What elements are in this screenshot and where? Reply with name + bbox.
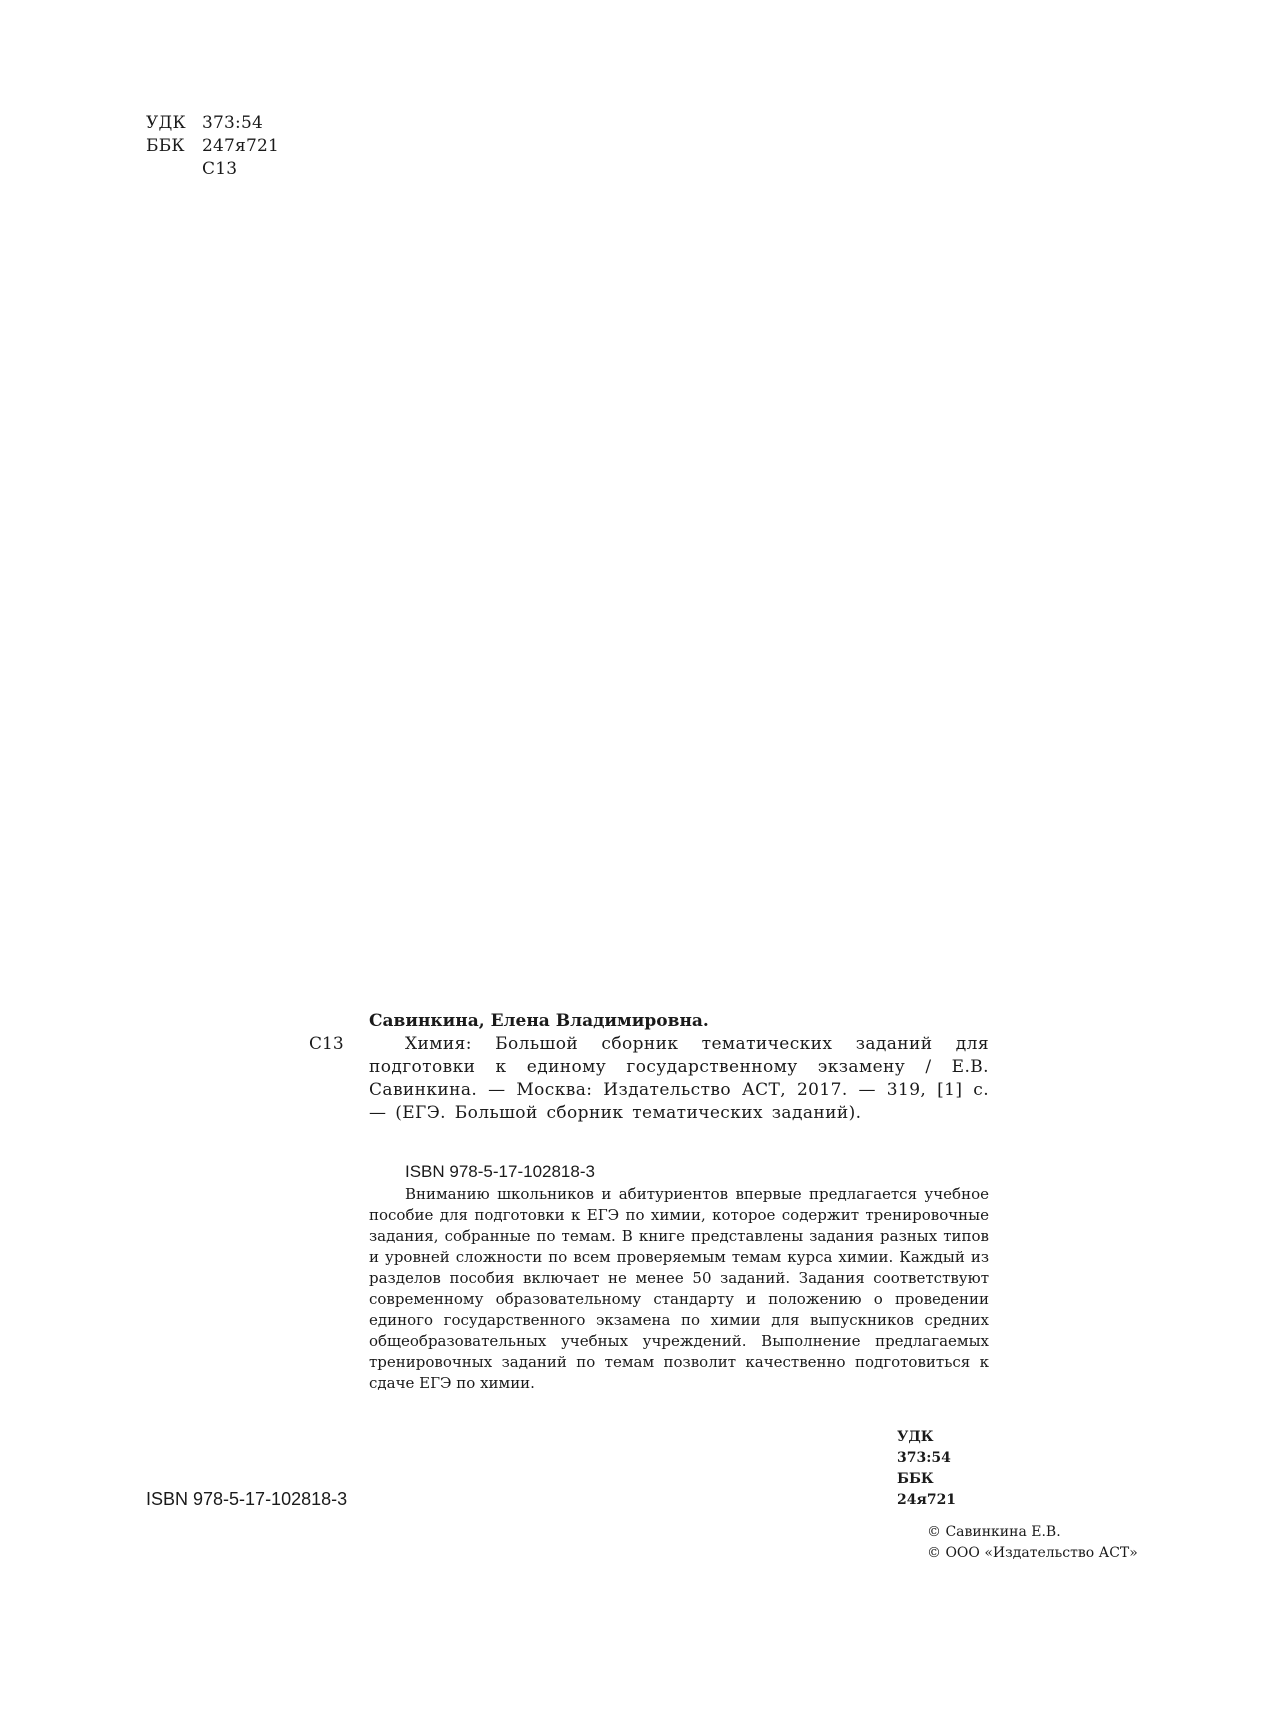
copyright-author: © Савинкина Е.В. [927, 1524, 1061, 1540]
classification-block [146, 112, 279, 181]
author-mark-value: С13 [202, 159, 238, 179]
udk-row [146, 112, 279, 135]
isbn-bottom: ISBN 978-5-17-102818-3 [146, 1489, 348, 1509]
bbk-value: 247я721 [202, 136, 280, 156]
card-bbk: ББК 24я721 [897, 1471, 957, 1508]
udk-label: УДК [146, 113, 186, 133]
card-author: Савинкина, Елена Владимировна. [369, 1011, 709, 1031]
card-author-mark: С13 [309, 1034, 344, 1054]
bbk-label: ББК [146, 136, 185, 156]
udk-value: 373:54 [202, 113, 264, 133]
annotation: Вниманию школьников и абитуриентов впервые предлагается учебное пособие для подготовки к ЕГЭ по химии, которое содержит тренировочные задания, собранные по темам. В книге представлены задания разных типов и уровней сложности по всем проверяемым темам курса химии. Каждый из разделов пособия включает не менее 50 заданий. Задания соответствуют современному образовательному стандарту и положению о проведении единого государственного экзамена по химии для выпускников средних общеобразовательных учебных учреждений. Выполнение предлагаемых тренировочных заданий по темам позволит качественно подготовиться к сдаче ЕГЭ по химии. [369, 1185, 989, 1392]
card-udk: УДК 373:54 [897, 1429, 951, 1466]
card-isbn: ISBN 978-5-17-102818-3 [405, 1162, 595, 1181]
bbk-row [146, 135, 279, 158]
copyright-block [927, 1522, 1138, 1564]
author-mark-top [146, 158, 279, 181]
copyright-publisher: © ООО «Издательство АСТ» [927, 1545, 1138, 1561]
card-classification [897, 1427, 989, 1511]
bibliographic-description: Химия: Большой сборник тематических заданий для подготовки к единому государственному экзамену / Е.В. Савинкина. — Москва: Издательство АСТ, 2017. — 319, [1] с. — (ЕГЭ. Большой сборник тематических заданий). [369, 1034, 989, 1123]
